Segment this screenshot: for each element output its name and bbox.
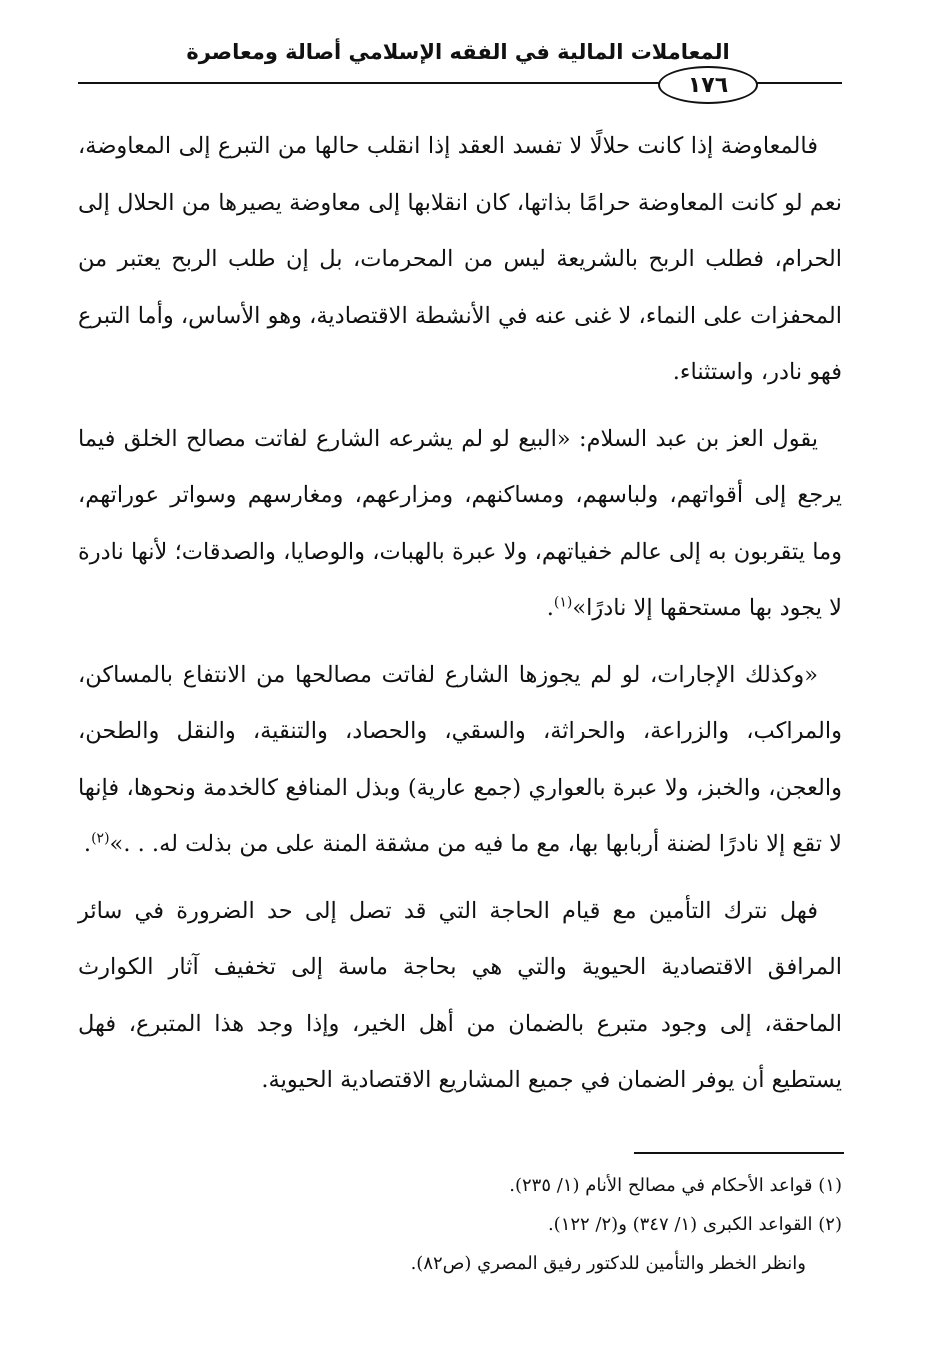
footnote-ref-1: (١) — [553, 594, 573, 611]
running-header-title: المعاملات المالية في الفقه الإسلامي أصالة ومعاصرة — [186, 40, 730, 64]
paragraph-1: فالمعاوضة إذا كانت حلالًا لا تفسد العقد إذا انقلب حالها من التبرع إلى المعاوضة، نعم لو كانت المعاوضة حرامًا بذاتها، كان انقلابها إلى معاوضة يصيرها من الحلال إلى الحرام، فطلب الربح بالشريعة ليس من المحرمات، بل إن طلب الربح يعتبر من المحفزات على النماء، لا غنى عنه في الأنشطة الاقتصادية، وهو الأساس، وأما التبرع فهو نادر، واستثناء. — [78, 133, 842, 385]
paragraph-3 — [78, 647, 842, 873]
paragraph-2-text: يقول العز بن عبد السلام: «البيع لو لم يشرعه الشارع لفاتت مصالح الخلق فيما يرجع إلى أقواتهم، ولباسهم، ومساكنهم، ومزارعهم، ومغارسهم وسواتر عوراتهم، وما يتقربون به إلى عالم خفياتهم، ولا عبرة بالهبات، والوصايا، والصدقات؛ لأنها نادرة لا يجود بها مستحقها إلا نادرًا» — [78, 425, 842, 621]
paragraph-2-end: . — [546, 595, 554, 621]
paragraph-4: فهل نترك التأمين مع قيام الحاجة التي قد تصل إلى حد الضرورة في سائر المرافق الاقتصادية الحيوية والتي هي بحاجة ماسة إلى تخفيف آثار الكوارث الماحقة، إلى وجود متبرع بالضمان من أهل الخير، وإذا وجد هذا المتبرع، فهل يستطيع أن يوفر الضمان في جميع المشاريع الاقتصادية الحيوية. — [78, 897, 842, 1093]
footnote-separator — [634, 1152, 844, 1154]
footnote-1: (١) قواعد الأحكام في مصالح الأنام (١/ ٢٣٥). — [509, 1175, 842, 1196]
main-text — [78, 118, 842, 1119]
footnote-2-continuation: وانظر الخطر والتأمين للدكتور رفيق المصري (ص٨٢). — [410, 1253, 806, 1274]
paragraph-2 — [78, 411, 842, 637]
footnotes — [78, 1166, 842, 1283]
paragraph-3-text: «وكذلك الإجارات، لو لم يجوزها الشارع لفاتت مصالحها من الانتفاع بالمساكن، والمراكب، والزراعة، والحراثة، والسقي، والحصاد، والتنقية، والنقل والطحن، والعجن، والخبز، ولا عبرة بالعواري (جمع عارية) وبذل المنافع كالخدمة ونحوها، فإنها لا تقع إلا نادرًا لضنة أربابها بها، مع ما فيه من مشقة المنة على من بذلت له. . .» — [78, 661, 842, 857]
page-number-badge: ١٧٦ — [658, 66, 758, 104]
footnote-ref-2: (٢) — [91, 830, 110, 847]
paragraph-3-end: . — [83, 831, 92, 857]
footnote-2: (٢) القواعد الكبرى (١/ ٣٤٧) و(٢/ ١٢٢). — [547, 1214, 842, 1235]
